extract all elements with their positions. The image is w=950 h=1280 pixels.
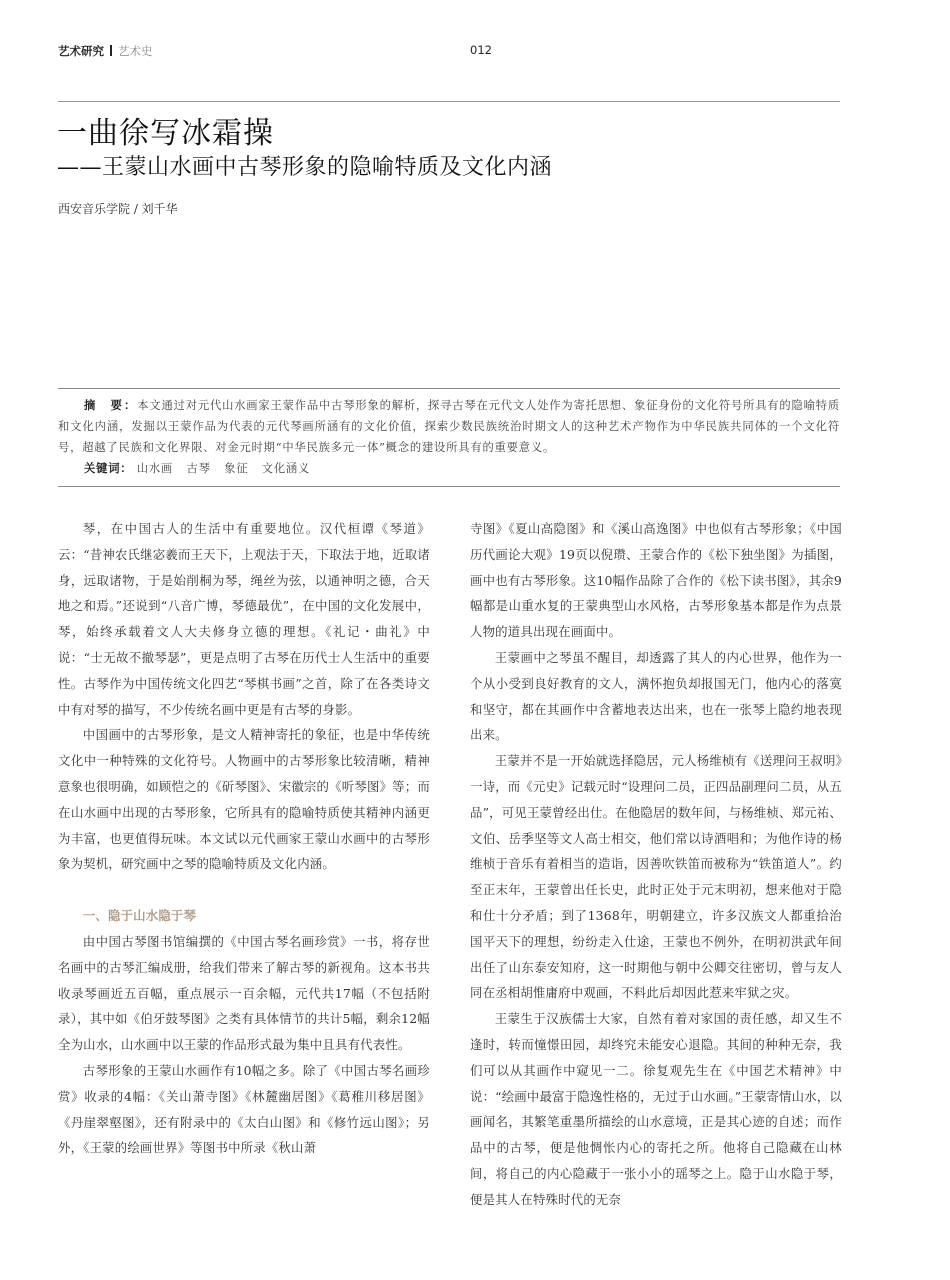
paragraph: 古琴形象的王蒙山水画作有10幅之多。除了《中国古琴名画珍赏》收录的4幅：《关山萧寺图》《林麓幽居图》《葛稚川移居图》《丹崖翠壑图》，还有附录中的《太白山图》和《修竹远山图》；另外，《王蒙的绘画世界》等图书中所录《秋山萧 (58, 1062, 430, 1156)
abstract-label: 摘 要： (84, 398, 138, 412)
paragraph: 琴，在中国古人的生活中有重要地位。汉代桓谭《琴道》云：“昔神农氏继宓羲而王天下，上观法于天，下取法于地，近取诸身，远取诸物，于是始削桐为琴，绳丝为弦，以通神明之德，合天地之和焉。”还说到“八音广博，琴德最优”，在中国的文化发展中，琴，始终承载着文人大夫修身立德的理想。《礼记・曲礼》中说：“士无故不撤琴瑟”，更是点明了古琴在历代士人生活中的重要性。古琴作为中国传统文化四艺“琴棋书画”之首，除了在各类诗文中有对琴的描写，不少传统名画中更是有古琴的身影。 (58, 521, 430, 717)
header-rule (58, 101, 840, 102)
section-name: 艺术史 (118, 44, 153, 58)
keyword: 山水画 (136, 462, 174, 475)
abstract-text: 本文通过对元代山水画家王蒙作品中古琴形象的解析，探寻古琴在元代文人处作为寄托思想、象征身份的文化符号所具有的隐喻特质和文化内涵，发掘以王蒙作品为代表的元代琴画所涵有的文化价值，探索少数民族统治时期文人的这种艺术产物作为中华民族共同体的一个文化符号，超越了民族和文化界限、对金元时期“中华民族多元一体”概念的建设所具有的重要意义。 (58, 399, 840, 454)
keyword: 文化涵义 (261, 462, 311, 475)
abstract (58, 395, 840, 458)
header-separator (110, 45, 112, 56)
journal-name: 艺术研究 (58, 44, 104, 58)
paragraph: 寺图》《夏山高隐图》和《溪山高逸图》中也似有古琴形象；《中国历代画论大观》19页以倪瓒、王蒙合作的《松下独坐图》为插图，画中也有古琴形象。这10幅作品除了合作的《松下读书图》，其余9幅都是山重水复的王蒙典型山水风格，古琴形象基本都是作为点景人物的道具出现在画面中。 (470, 521, 842, 640)
paragraph: 中国画中的古琴形象，是文人精神寄托的象征，也是中华传统文化中一种特殊的文化符号。人物画中的古琴形象比较清晰，精神意象也很明确，如顾恺之的《斫琴图》、宋徽宗的《听琴图》等；而在山水画中出现的古琴形象，它所具有的隐喻特质使其精神内涵更为丰富，也更值得玩味。本文试以元代画家王蒙山水画中的古琴形象为契机，研究画中之琴的隐喻特质及文化内涵。 (58, 727, 430, 872)
keyword: 古琴 (186, 462, 211, 475)
keyword: 象征 (224, 462, 249, 475)
paragraph: 王蒙生于汉族儒士大家，自然有着对家国的责任感，却又生不逢时，转而憧憬田园，却终究未能安心退隐。其间的种种无奈，我们可以从其画作中窥见一二。徐复观先生在《中国艺术精神》中说：“绘画中最富于隐逸性格的，无过于山水画。”王蒙寄情山水，以画闻名，其繁笔重墨所描绘的山水意境，正是其心迹的自述；而作品中的古琴，便是他惆怅内心的寄托之所。他将自己隐藏在山林间，将自己的内心隐藏于一张小小的瑶琴之上。隐于山水隐于琴，便是其人在特殊时代的无奈 (470, 1011, 842, 1207)
body-column-right (470, 516, 842, 1213)
keywords-label: 关键词： (84, 461, 133, 475)
article-subtitle: ——王蒙山水画中古琴形象的隐喻特质及文化内涵 (57, 155, 553, 180)
keywords (84, 460, 319, 476)
page-number: 012 (470, 43, 492, 57)
running-header (58, 40, 840, 60)
paragraph: 王蒙画中之琴虽不醒目，却透露了其人的内心世界，他作为一个从小受到良好教育的文人，满怀抱负却报国无门，他内心的落寞和坚守，都在其画作中含蓄地表达出来，也在一张琴上隐约地表现出来。 (470, 649, 842, 743)
section-heading: 一、隐于山水隐于琴 (82, 908, 197, 924)
paragraph: 由中国古琴图书馆编撰的《中国古琴名画珍赏》一书，将存世名画中的古琴汇编成册，给我们带来了解古琴的新视角。这本书共收录琴画近五百幅，重点展示一百余幅，元代共17幅（不包括附录），其中如《伯牙鼓琴图》之类有具体情节的共计5幅，剩余12幅全为山水，山水画中以王蒙的作品形式最为集中且具有代表性。 (58, 933, 430, 1053)
journal-label (58, 43, 153, 59)
author-line: 西安音乐学院 / 刘千华 (58, 202, 178, 216)
body-column-left (58, 516, 430, 1161)
article-title: 一曲徐写冰霜操 (57, 116, 274, 151)
abstract-bottom-rule (58, 486, 840, 487)
abstract-top-rule (58, 388, 840, 389)
paragraph: 王蒙并不是一开始就选择隐居，元人杨维桢有《送理问王叔明》一诗，而《元史》记载元时“设理问二员，正四品副理问二员，从五品”，可见王蒙曾经出仕。在他隐居的数年间，与杨维桢、郑元祐、文伯、岳季坚等文人高士相交，他们常以诗酒唱和；为他作诗的杨维桢于音乐有着相当的造诣，因善吹铁笛而被称为“铁笛道人”。约至正末年，王蒙曾出任长史，此时正处于元末明初，想来他对于隐和仕十分矛盾；到了1368年，明朝建立，许多汉族文人都重拾治国平天下的理想，纷纷走入仕途，王蒙也不例外，在明初洪武年间出任了山东泰安知府，这一时期他与朝中公卿交往密切，曾与友人同在丞相胡惟庸府中观画，不料此后却因此惹来牢狱之灾。 (470, 753, 842, 1001)
